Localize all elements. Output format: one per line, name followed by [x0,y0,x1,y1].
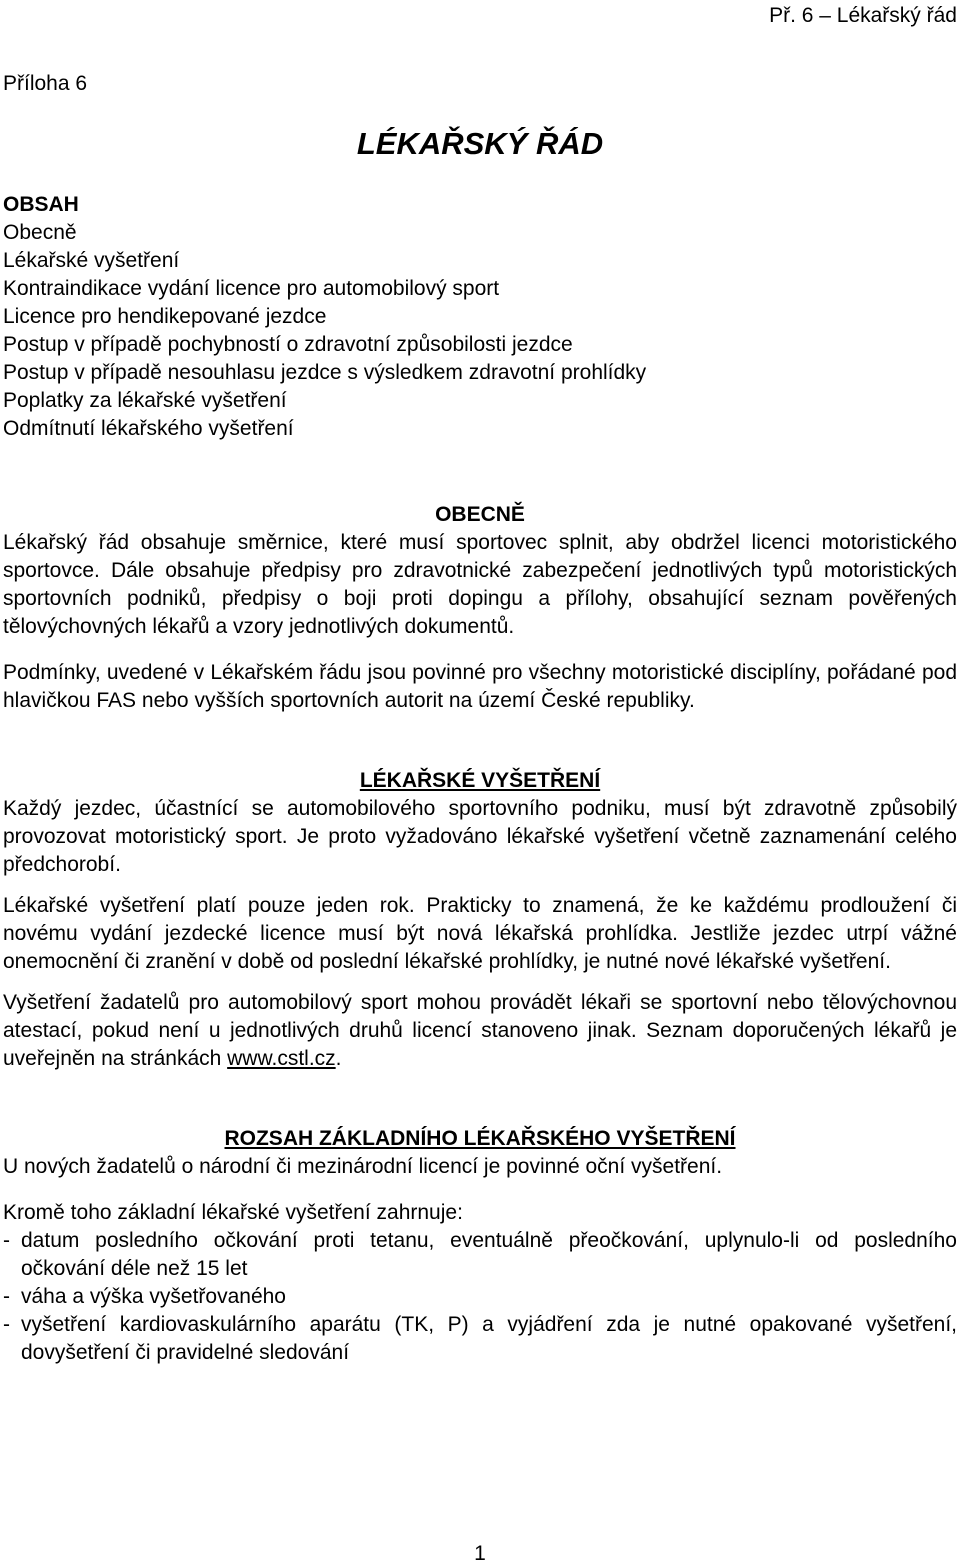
paragraph: Lékařský řád obsahuje směrnice, které musí sportovec splnit, aby obdržel licenci motoristického sportovce. Dále obsahuje předpisy pro zdravotnické zabezpečení jednotlivých typů motoristických sportovních podniků, předpisy o boji proti dopingu a přílohy, obsahující seznam pověřených tělovýchovných lékařů a vzory jednotlivých dokumentů. [3,531,957,638]
list-item [3,1283,957,1311]
table-of-contents [3,191,646,443]
list-item-text: váha a výška vyšetřovaného [21,1285,286,1308]
toc-heading: OBSAH [3,193,79,216]
toc-item: Postup v případě pochybností o zdravotní způsobilosti jezdce [3,333,573,356]
paragraph: Podmínky, uvedené v Lékařském řádu jsou povinné pro všechny motoristické disciplíny, pořádané pod hlavičkou FAS nebo vyšších sportovních autorit na území České republiky. [3,661,957,712]
paragraph: Lékařské vyšetření platí pouze jeden rok. Prakticky to znamená, že ke každému prodloužení či novému vydání jezdecké licence musí být nová lékařská prohlídka. Jestliže jezdec utrpí vážné onemocnění či zranění v době od poslední lékařské prohlídky, je nutné nové lékařské vyšetření. [3,894,957,973]
section-heading-obecne: OBECNĚ [435,503,525,526]
toc-item: Licence pro hendikepované jezdce [3,305,327,328]
bullet-dash: - [3,1313,10,1336]
list-item-text: vyšetření kardiovaskulárního aparátu (TK, P) a vyjádření zda je nutné opakované vyšetření, dovyšetření či pravidelné sledování [21,1313,957,1364]
list-item [3,1227,957,1283]
body-content [3,501,957,1367]
running-header: Př. 6 – Lékařský řád [769,4,957,27]
paragraph: U nových žadatelů o národní či mezinárodní licencí je povinné oční vyšetření. [3,1155,723,1178]
list-item [3,1311,957,1367]
document-page [3,0,957,1565]
section-heading-lekarske-vysetreni: LÉKAŘSKÉ VYŠETŘENÍ [359,769,601,792]
section-heading-rozsah: ROZSAH ZÁKLADNÍHO LÉKAŘSKÉHO VYŠETŘENÍ [224,1127,736,1150]
toc-item: Obecně [3,221,77,244]
toc-item: Poplatky za lékařské vyšetření [3,389,287,412]
paragraph: Každý jezdec, účastnící se automobilového sportovního podniku, musí být zdravotně způsobilý provozovat motoristický sport. Je proto vyžadováno lékařské vyšetření včetně zaznamenání celého předchorobí. [3,797,957,876]
paragraph: Kromě toho základní lékařské vyšetření zahrnuje: [3,1201,463,1224]
list-item-text: datum posledního očkování proti tetanu, eventuálně přeočkování, uplynulo-li od posledního očkování déle než 15 let [21,1229,957,1280]
document-title: LÉKAŘSKÝ ŘÁD [356,126,604,161]
website-link[interactable]: www.cstl.cz [227,1047,336,1070]
paragraph-end: . [335,1047,342,1070]
paragraph-text: Vyšetření žadatelů pro automobilový sport mohou provádět lékaři se sportovní nebo tělovýchovnou atestací, pokud není u jednotlivých druhů licencí stanoveno jinak. Seznam doporučených lékařů je uveřejněn na stránkách [3,991,957,1070]
paragraph [3,989,957,1073]
toc-item: Lékařské vyšetření [3,249,180,272]
bullet-dash: - [3,1285,10,1308]
toc-item: Kontraindikace vydání licence pro automobilový sport [3,277,500,300]
page-number: 1 [474,1542,486,1565]
toc-item: Postup v případě nesouhlasu jezdce s výsledkem zdravotní prohlídky [3,361,647,384]
bullet-dash: - [3,1229,10,1252]
annex-label: Příloha 6 [3,72,88,95]
toc-item: Odmítnutí lékařského vyšetření [3,417,294,440]
